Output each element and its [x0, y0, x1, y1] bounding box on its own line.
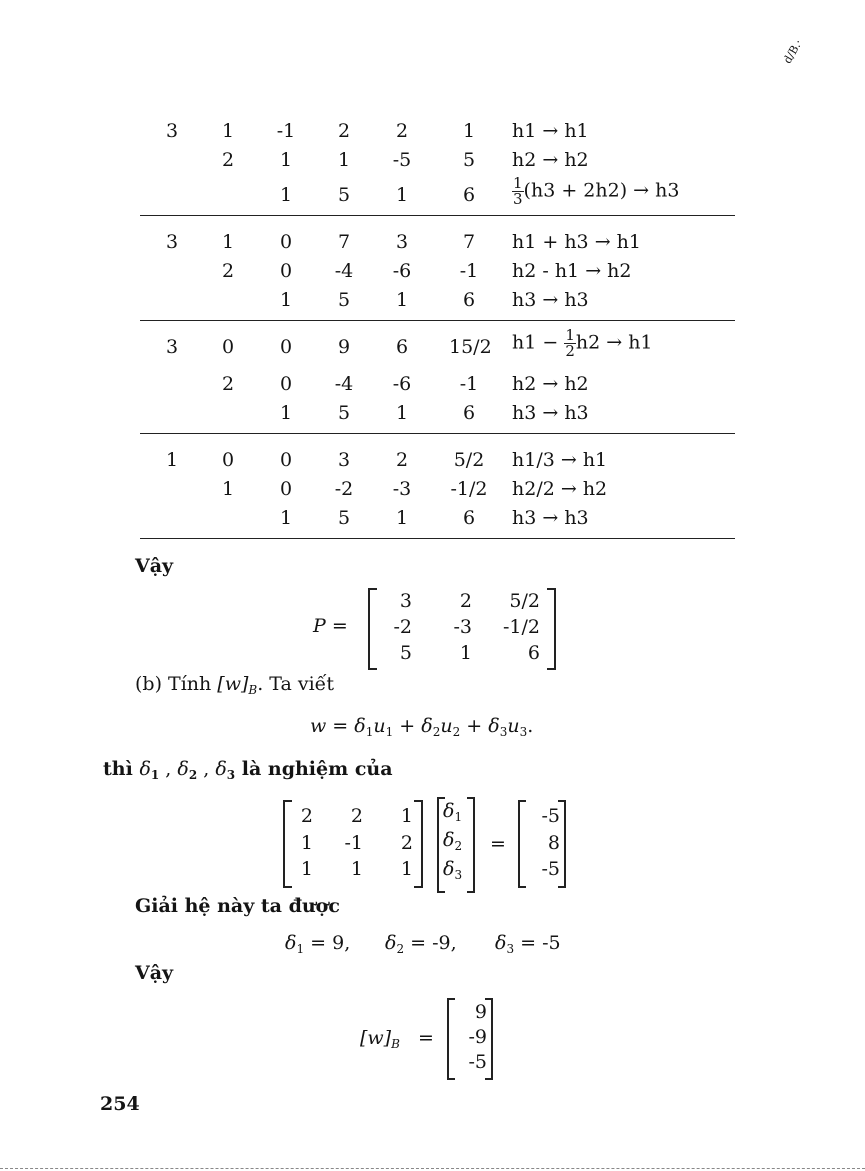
sub: 1: [385, 725, 394, 739]
then-pre: thì: [103, 758, 140, 780]
matrix-cell: -5: [468, 1051, 487, 1073]
table-cell: -1/2: [450, 478, 488, 500]
matrix-cell: -1: [344, 832, 363, 854]
value: = -9,: [410, 932, 457, 954]
sub: 1: [296, 942, 305, 956]
row-operation: h2 - h1 → h2: [512, 260, 632, 282]
table-cell: 5: [337, 289, 351, 311]
sub: 3: [226, 768, 236, 782]
table-cell: 6: [462, 507, 476, 529]
matrix-cell: 1: [400, 858, 413, 880]
then-line: thì $\delta_1$ , $\delta_2$ , $\delta_3$ là nghiệm của: [103, 758, 393, 782]
row-operation: h2 → h2: [512, 373, 589, 395]
table-cell: -5: [392, 149, 412, 171]
table-cell: 5: [337, 184, 351, 206]
numerator: 1: [565, 326, 575, 344]
table-cell: -4: [334, 260, 354, 282]
p-label: P =: [313, 615, 348, 637]
table-cell: 1: [221, 231, 235, 253]
delta-vector: [437, 797, 475, 891]
wb-vector: [447, 998, 493, 1078]
table-cell: 7: [462, 231, 476, 253]
sub: 3: [454, 868, 463, 882]
table-cell: -2: [334, 478, 354, 500]
table-cell: -6: [392, 260, 412, 282]
table-cell: 1: [279, 507, 293, 529]
period: .: [527, 715, 534, 737]
solution-3: [495, 932, 561, 956]
matrix-cell: 1: [300, 832, 313, 854]
wb-label: [360, 1027, 434, 1051]
table-cell: 3: [165, 336, 179, 358]
matrix-cell: 3: [399, 590, 412, 612]
delta: δ: [443, 858, 455, 880]
sub: 1: [454, 810, 463, 824]
table-cell: 1: [395, 184, 409, 206]
table-cell: 3: [395, 231, 409, 253]
text-vay-1: Vậy: [135, 555, 174, 577]
table-cell: 5: [462, 149, 476, 171]
table-row: [140, 260, 735, 286]
table-cell: 1: [279, 289, 293, 311]
table-cell: 1: [165, 449, 179, 471]
table-cell: 6: [462, 289, 476, 311]
matrix-cell: 9: [474, 1001, 487, 1023]
p-matrix: [368, 588, 556, 668]
matrix-cell: [443, 858, 471, 882]
table-cell: 0: [279, 478, 293, 500]
table-cell: 6: [462, 184, 476, 206]
row-operation: h2/2 → h2: [512, 478, 608, 500]
matrix-cell: 1: [459, 642, 472, 664]
table-row: [140, 149, 735, 175]
table-cell: 3: [165, 120, 179, 142]
table-cell: -1: [459, 373, 479, 395]
matrix-cell: -2: [393, 616, 412, 638]
part-b-prefix: (b) Tính: [135, 673, 218, 695]
matrix-cell: 2: [459, 590, 472, 612]
table-row: [140, 289, 735, 315]
u: u: [507, 715, 520, 737]
table-divider: [140, 538, 735, 539]
table-row: [140, 326, 735, 362]
solution-1: [285, 932, 350, 956]
table-cell: 5: [337, 402, 351, 424]
matrix-cell: -5: [541, 858, 560, 880]
table-row: [140, 231, 735, 257]
solution-2: [385, 932, 457, 956]
table-cell: 1: [395, 402, 409, 424]
sub-b: B: [248, 683, 258, 697]
matrix-cell: -5: [541, 805, 560, 827]
fraction: [564, 328, 576, 359]
sub: 3: [506, 942, 515, 956]
row-operation: h1 + h3 → h1: [512, 231, 641, 253]
row-operation: h1/3 → h1: [512, 449, 608, 471]
table-cell: -1: [459, 260, 479, 282]
coefficient-matrix: [283, 800, 423, 886]
table-cell: 9: [337, 336, 351, 358]
table-cell: 0: [279, 449, 293, 471]
corner-mark: d/B.·: [780, 37, 806, 66]
table-row: [140, 478, 735, 504]
matrix-cell: 1: [400, 805, 413, 827]
sub: 2: [454, 839, 463, 853]
matrix-cell: 6: [527, 642, 540, 664]
row-operation: h3 → h3: [512, 402, 589, 424]
row-operation: [512, 176, 679, 207]
sub: 2: [188, 768, 198, 782]
sub: 2: [396, 942, 405, 956]
part-b-line: [135, 673, 334, 697]
matrix-cell: 2: [350, 805, 363, 827]
w-bracket: [w]: [360, 1027, 392, 1049]
table-cell: 5/2: [453, 449, 485, 471]
table-cell: 1: [221, 478, 235, 500]
table-cell: 1: [395, 507, 409, 529]
op-rest: (h3 + 2h2) → h3: [523, 179, 680, 202]
op-rest: h2 → h1: [575, 331, 653, 354]
table-cell: 3: [165, 231, 179, 253]
delta: δ: [215, 758, 227, 780]
page-number: 254: [100, 1093, 140, 1115]
matrix-cell: 5/2: [509, 590, 540, 612]
delta: δ: [177, 758, 189, 780]
equals-sign: =: [417, 1027, 434, 1049]
sub: 3: [519, 725, 528, 739]
table-cell: 2: [221, 260, 235, 282]
row-operation: h2 → h2: [512, 149, 589, 171]
table-divider: [140, 433, 735, 434]
sub: 2: [452, 725, 461, 739]
table-cell: 2: [395, 449, 409, 471]
right-bracket: [414, 800, 423, 888]
delta: δ: [385, 932, 397, 954]
denominator: 3: [513, 190, 523, 208]
table-divider: [140, 215, 735, 216]
matrix-cell: -9: [468, 1026, 487, 1048]
table-cell: 2: [221, 373, 235, 395]
table-divider: [140, 320, 735, 321]
row-operation: h3 → h3: [512, 507, 589, 529]
fraction: [512, 176, 524, 207]
sub: 2: [432, 725, 441, 739]
value: = 9,: [310, 932, 351, 954]
delta: δ: [443, 800, 455, 822]
delta: δ: [139, 758, 151, 780]
delta: δ: [443, 829, 455, 851]
part-b-suffix: . Ta viết: [257, 673, 334, 695]
matrix-cell: [443, 800, 471, 824]
table-cell: 1: [221, 120, 235, 142]
denominator: 2: [565, 342, 575, 360]
table-cell: 1: [337, 149, 351, 171]
matrix-cell: [443, 829, 471, 853]
table-cell: 1: [279, 149, 293, 171]
table-row: [140, 174, 735, 210]
sub: 1: [150, 768, 160, 782]
row-operation: h1 → h1: [512, 120, 589, 142]
table-cell: 7: [337, 231, 351, 253]
table-cell: 6: [395, 336, 409, 358]
table-cell: 6: [462, 402, 476, 424]
delta: δ: [495, 932, 507, 954]
sub-b: B: [391, 1037, 400, 1051]
row-operation: [512, 328, 653, 359]
table-cell: 2: [395, 120, 409, 142]
table-cell: -1: [276, 120, 296, 142]
table-row: [140, 402, 735, 428]
text-vay-2: Vậy: [135, 962, 174, 984]
u: u: [440, 715, 453, 737]
table-row: [140, 373, 735, 399]
op-prefix: h1 −: [512, 331, 565, 354]
u: u: [373, 715, 386, 737]
w-lhs: w =: [310, 715, 355, 737]
table-cell: 0: [221, 449, 235, 471]
matrix-cell: 1: [350, 858, 363, 880]
table-cell: 1: [462, 120, 476, 142]
right-bracket: [547, 588, 556, 670]
table-cell: 2: [337, 120, 351, 142]
w-bracket: [w]: [217, 673, 249, 695]
matrix-cell: -1/2: [503, 616, 540, 638]
row-reduction-table: [140, 120, 735, 560]
matrix-cell: 8: [547, 832, 560, 854]
table-row: [140, 449, 735, 475]
table-cell: 0: [279, 373, 293, 395]
equals-sign: =: [490, 833, 506, 855]
table-cell: 0: [279, 336, 293, 358]
table-cell: 3: [337, 449, 351, 471]
w-equation: [310, 715, 533, 739]
table-cell: 1: [395, 289, 409, 311]
matrix-cell: 2: [300, 805, 313, 827]
delta: δ: [488, 715, 500, 737]
table-cell: -3: [392, 478, 412, 500]
table-cell: 15/2: [449, 336, 492, 358]
table-cell: -6: [392, 373, 412, 395]
table-cell: 2: [221, 149, 235, 171]
table-cell: 1: [279, 184, 293, 206]
plus: +: [393, 715, 422, 737]
rhs-vector: [518, 800, 566, 886]
matrix-cell: 5: [399, 642, 412, 664]
sub: 3: [499, 725, 508, 739]
table-cell: 0: [279, 231, 293, 253]
table-row: [140, 120, 735, 146]
sub: 1: [365, 725, 374, 739]
delta: δ: [421, 715, 433, 737]
solve-line: Giải hệ này ta được: [135, 895, 340, 917]
matrix-cell: 2: [400, 832, 413, 854]
table-row: [140, 507, 735, 533]
page-bottom-edge: [0, 1168, 865, 1169]
table-cell: 0: [221, 336, 235, 358]
delta: δ: [285, 932, 297, 954]
value: = -5: [520, 932, 561, 954]
delta: δ: [354, 715, 366, 737]
table-cell: 5: [337, 507, 351, 529]
then-post: là nghiệm của: [235, 758, 393, 780]
numerator: 1: [513, 174, 523, 192]
matrix-cell: 1: [300, 858, 313, 880]
row-operation: h3 → h3: [512, 289, 589, 311]
table-cell: 0: [279, 260, 293, 282]
matrix-cell: -3: [453, 616, 472, 638]
table-cell: -4: [334, 373, 354, 395]
plus: +: [460, 715, 489, 737]
table-cell: 1: [279, 402, 293, 424]
